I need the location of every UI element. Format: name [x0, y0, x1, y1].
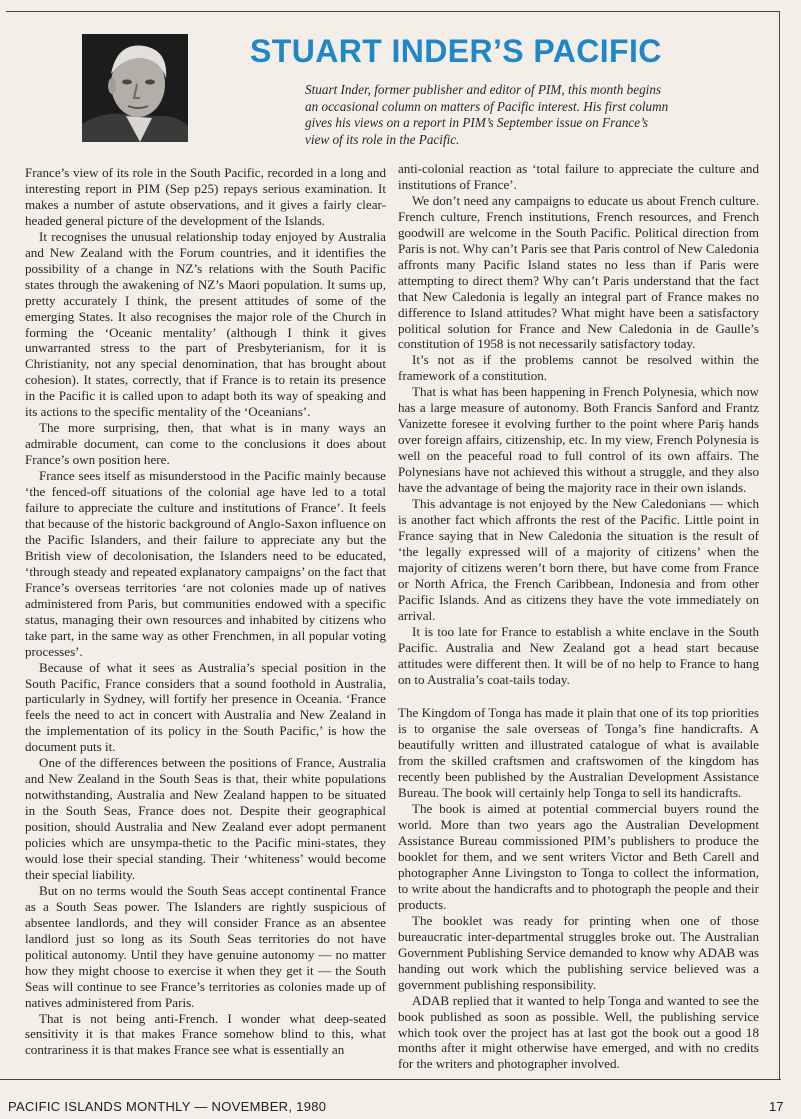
paragraph: ADAB replied that it wanted to help Tonga and wanted to see the book published as soon as possible. Well, the publishing service which took over the project has at last got the book out a good 18 months after it might otherwise have emerged, and with no credits for the writers and photographer involved.: [398, 992, 759, 1072]
footer-rule: [0, 1079, 781, 1080]
paragraph: It’s not as if the problems cannot be resolved within the framework of a constitution.: [398, 352, 759, 384]
paragraph: It is too late for France to establish a white enclave in the South Pacific. Australia and New Zealand got a head start because attitudes were different then. It will be of no help to France to hang on to Australia’s coat-tails today.: [398, 623, 759, 687]
footer-publication: PACIFIC ISLANDS MONTHLY — NOVEMBER, 1980: [8, 1099, 327, 1114]
paragraph: France sees itself as misunderstood in the Pacific mainly because ‘the fenced-off situations of the colonial age have led to a total failure to appreciate the culture and institutions of France’. It feels that because of the historic background of Anglo-Saxon influence on the Pacific Islanders, and their failure to appreciate any but the British view of decolonisation, the Islanders need to be educated, ‘through steady and repeated explanatory campaigns’ on the fact that France’s overseas territories ‘are not colonies made up of natives administered from Paris, but communities endowed with a specific status, managing their own resources and inhabited by citizens who take part, in the same way as other Frenchmen, in all popular voting processes’.: [25, 468, 386, 659]
paragraph: Because of what it sees as Australia’s special position in the South Pacific, France considers that a sound foothold in Australia, particularly in Sydney, will fortify her presence in Oceania. ‘France feels the need to act in concert with Australia and New Zealand in the implementation of its policy in the South Pacific,’ is how the document puts it.: [25, 659, 386, 755]
paragraph: That is not being anti-French. I wonder what deep-seated sensitivity it is that makes France somehow blind to this, what contrariness it is that makes France see what is essentially an: [25, 1010, 386, 1058]
column-intro: Stuart Inder, former publisher and editor of PIM, this month begins an occasional column on matters of Pacific interest. His first column gives his views on a report in PIM’s September issue on France’s view of its role in the Pacific.: [305, 82, 669, 147]
paragraph: This advantage is not enjoyed by the New Caledonians — which is another fact which affronts the rest of the Pacific. Little point in France saying that in New Caledonia the situation is the result of ‘the legally expressed will of a majority of citizens’ when the majority of citizens weren’t born there, but have come from France or North Africa, the French Caribbean, Indonesia and from other Pacific Islands. And as citizens they have the vote immediately on arrival.: [398, 496, 759, 623]
paragraph: anti-colonial reaction as ‘total failure to appreciate the culture and institutions of France’.: [398, 161, 759, 192]
paragraph: France’s view of its role in the South Pacific, recorded in a long and interesting report in PIM (Sep p25) repays serious examination. It makes a number of astute observations, and it gives a fairly clear-headed general picture of the development of the Islands.: [25, 165, 386, 228]
column-title: STUART INDER’S PACIFIC: [250, 33, 662, 69]
paragraph: It recognises the unusual relationship today enjoyed by Australia and New Zealand with the Forum countries, and it identifies the possibility of a change in NZ’s relations with the South Pacific states through the awakening of NZ’s Maori population. It sums up, pretty accurately I think, the present attitudes of some of the emerging States. It also recognises the major role of the Church in forming the ‘Oceanic mentality’ (although I think it gives unwarranted stress to the part of Presbyterianism, for it is Christianity, not any special denomination, that has brought about cohesion). It states, correctly, that if France is to retain its presence in the Pacific it is called upon to adapt both its way of speaking and its actions to the specific mentality of the ‘Oceanians’.: [25, 228, 386, 420]
paragraph: But on no terms would the South Seas accept continental France as a South Seas power. The Islanders are rightly suspicious of absentee landlords, and they will consider France as an absentee landlord just so long as its South Seas territories do not have political autonomy. Until they have genuine autonomy — no matter how they might choose to exercise it when they get it — the South Seas will continue to see France’s territories as colonies made up of natives administered from Paris.: [25, 882, 386, 1010]
paragraph: The Kingdom of Tonga has made it plain that one of its top priorities is to organise the sale overseas of Tonga’s fine handicrafts. A beautifully written and illustrated catalogue of what is available from the skilled craftsmen and craftswomen of the kingdom has recently been published by the Australian Development Assistance Bureau. The book will certainly help Tonga to sell its handicrafts.: [398, 705, 759, 801]
page-number: 17: [769, 1099, 784, 1114]
paragraph: We don’t need any campaigns to educate us about French culture. French culture, French institutions, French resources, and French goodwill are welcome in the South Pacific. Political direction from Paris is not. Why can’t Paris see that Paris control of New Caledonia affronts many Pacific Island states no less than if Paris were attempting to direct them? Why can’t Paris understand that the fact that New Caledonia is legally an integral part of France makes no difference to Island attitudes? What might have been a satisfactory political solution for France and New Caledonia in de Gaulle’s constitution of 1958 is not necessarily satisfactory today.: [398, 192, 759, 352]
article-right-column: [398, 161, 759, 1072]
author-portrait: [82, 34, 188, 142]
paragraph: The booklet was ready for printing when one of those bureaucratic inter-departmental struggles broke out. The Australian Government Publishing Service demanded to know why ADAB was handing out work which the publishing service believed was a government publishing responsibility.: [398, 912, 759, 992]
paragraph: That is what has been happening in French Polynesia, which now has a large measure of autonomy. Both Francis Sanford and Frantz Vanizette foresee it evolving further to the point where Pariş hands over foreign affairs, citizenship, etc. In my view, French Polynesia is well on the peaceful road to full control of its own affairs. The Polynesians have not achieved this without a struggle, and they also have the advantage of being the majority race in their own islands.: [398, 384, 759, 496]
paragraph: The more surprising, then, that what is in many ways an admirable document, can come to the conclusions it does about France’s own position here.: [25, 420, 386, 468]
paragraph: The book is aimed at potential commercial buyers round the world. More than two years ago the Australian Development Assistance Bureau commissioned PIM’s publishers to produce the booklet for them, and we sent writers Victor and Beth Carell and photographer Anne Livingston to Tonga to collect the information, to write about the handicrafts and to photograph the people and their products.: [398, 801, 759, 912]
paragraph: One of the differences between the positions of France, Australia and New Zealand in the South Seas is that, their white populations notwithstanding, Australia and New Zealand happen to be situated in the South Seas, France does not. Despite their geographical position, should Australia and New Zealand ever adopt permanent policies which are unsympa-thetic to the Pacific mini-states, they would lose their special standing. Their ‘whiteness’ would become their special liability.: [25, 755, 386, 882]
article-left-column: [25, 165, 386, 1058]
